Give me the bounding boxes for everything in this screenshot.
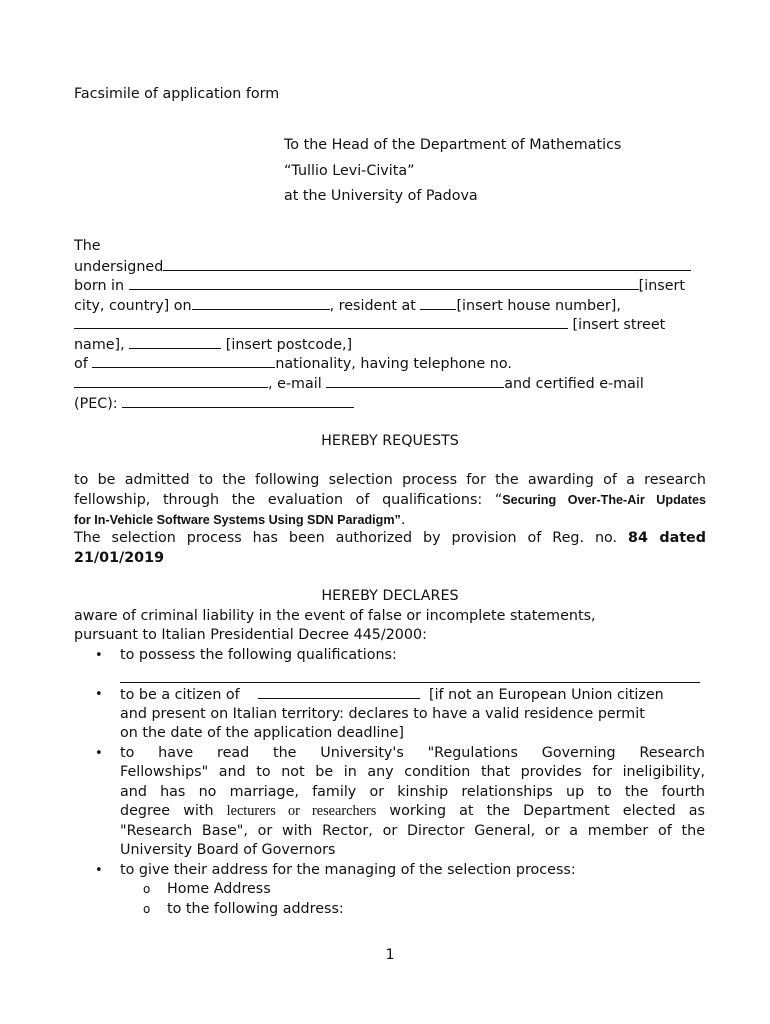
recipient-line-1: To the Head of the Department of Mathematics xyxy=(284,137,622,153)
citizen-line-2: and present on Italian territory: declares to have a valid residence permit xyxy=(120,706,645,722)
form-line-nationality xyxy=(74,354,706,375)
recipient-line-2: “Tullio Levi-Civita” xyxy=(284,163,415,179)
house-number-field[interactable] xyxy=(420,296,456,310)
project-title-part-1: Securing Over-The-Air Updates xyxy=(502,493,706,507)
citizen-label: to be a citizen of xyxy=(120,687,240,703)
bullet-1: • xyxy=(95,648,103,663)
requests-line-3 xyxy=(74,511,706,531)
resident-label: , resident at xyxy=(329,298,416,314)
authorization-text: The selection process has been authorized by provision of Reg. no. xyxy=(74,530,618,546)
form-line-undersigned xyxy=(74,257,706,278)
address-text: to give their address for the managing of the selection process: xyxy=(120,862,576,878)
born-in-label: born in xyxy=(74,278,125,294)
requests-heading: HEREBY REQUESTS xyxy=(321,433,459,449)
postcode-label: [insert postcode,] xyxy=(225,337,353,353)
form-line-born xyxy=(74,276,706,297)
non-eu-note: [if not an European Union citizen xyxy=(429,687,664,703)
name-field[interactable] xyxy=(163,257,691,271)
pec-label-text: and certified e-mail xyxy=(504,376,644,392)
bullet-4: • xyxy=(95,863,103,878)
citizenship-field[interactable] xyxy=(258,685,420,699)
reg-number: 84 dated xyxy=(628,530,706,546)
form-line-postcode xyxy=(74,335,706,356)
regulations-line-4 xyxy=(120,802,705,822)
email-label: , e-mail xyxy=(268,376,322,392)
degree-with-text: degree with xyxy=(120,803,214,819)
page-number: 1 xyxy=(385,947,395,963)
postcode-field[interactable] xyxy=(129,335,221,349)
form-line-pec xyxy=(74,394,706,415)
regulations-line-6: University Board of Governors xyxy=(120,842,336,858)
recipient-line-3: at the University of Padova xyxy=(284,188,478,204)
form-title: Facsimile of application form xyxy=(74,86,280,102)
sub-bullet-1: o xyxy=(143,882,151,896)
declares-heading: HEREBY DECLARES xyxy=(321,588,459,604)
qualifications-field[interactable] xyxy=(120,682,700,683)
nationality-field[interactable] xyxy=(92,354,275,368)
authorization-date: 21/01/2019 xyxy=(74,550,165,566)
requests-line-1: to be admitted to the following selection process for the awarding of a research xyxy=(74,472,706,488)
regulations-line-3: and has no marriage, family or kinship relationships up to the fourth xyxy=(120,784,705,800)
sub-bullet-2: o xyxy=(143,902,151,916)
qualifications-text: to possess the following qualifications: xyxy=(120,647,397,663)
fellowship-text: fellowship, through the evaluation of qualifications: “ xyxy=(74,492,503,508)
requests-line-2 xyxy=(74,491,706,511)
street-field[interactable] xyxy=(74,315,568,329)
email-field[interactable] xyxy=(326,374,504,388)
declares-line-2: pursuant to Italian Presidential Decree 445/2000: xyxy=(74,627,427,643)
street-label: [insert street xyxy=(572,317,666,333)
project-title-part-2: for In-Vehicle Software Systems Using SDN Paradigm” xyxy=(74,513,401,527)
insert-label: [insert xyxy=(638,278,685,294)
citizen-line-1 xyxy=(120,685,705,706)
form-line-the: The xyxy=(74,238,101,254)
declares-line-1: aware of criminal liability in the event of false or incomplete statements, xyxy=(74,608,596,624)
form-line-city xyxy=(74,296,706,317)
home-address-option[interactable]: Home Address xyxy=(167,881,271,897)
form-line-street xyxy=(74,315,706,336)
telephone-field[interactable] xyxy=(74,374,268,388)
bullet-3: • xyxy=(95,746,103,761)
authorization-line-1 xyxy=(74,529,706,549)
house-number-label: [insert house number], xyxy=(456,298,621,314)
other-address-option[interactable]: to the following address: xyxy=(167,901,344,917)
project-title-period: . xyxy=(400,512,406,528)
regulations-line-2: Fellowships" and to not be in any condition that provides for ineligibility, xyxy=(120,764,705,780)
city-country-label: city, country] on xyxy=(74,298,192,314)
working-text: working at the Department elected as xyxy=(389,803,705,819)
birth-date-field[interactable] xyxy=(192,296,330,310)
lecturers-text: lecturers or researchers xyxy=(226,803,377,819)
form-line-email xyxy=(74,374,706,395)
nationality-label: nationality, having telephone no. xyxy=(275,356,512,372)
of-label: of xyxy=(74,356,88,372)
pec-field[interactable] xyxy=(122,394,354,408)
citizen-line-3: on the date of the application deadline] xyxy=(120,725,404,741)
regulations-line-5: "Research Base", or with Rector, or Director General, or a member of the xyxy=(120,823,705,839)
undersigned-label: undersigned xyxy=(74,259,164,275)
pec-label: (PEC): xyxy=(74,396,118,412)
street-name-label: name], xyxy=(74,337,125,353)
regulations-line-1: to have read the University's "Regulations Governing Research xyxy=(120,745,705,761)
birthplace-field[interactable] xyxy=(129,276,639,290)
bullet-2: • xyxy=(95,687,103,702)
